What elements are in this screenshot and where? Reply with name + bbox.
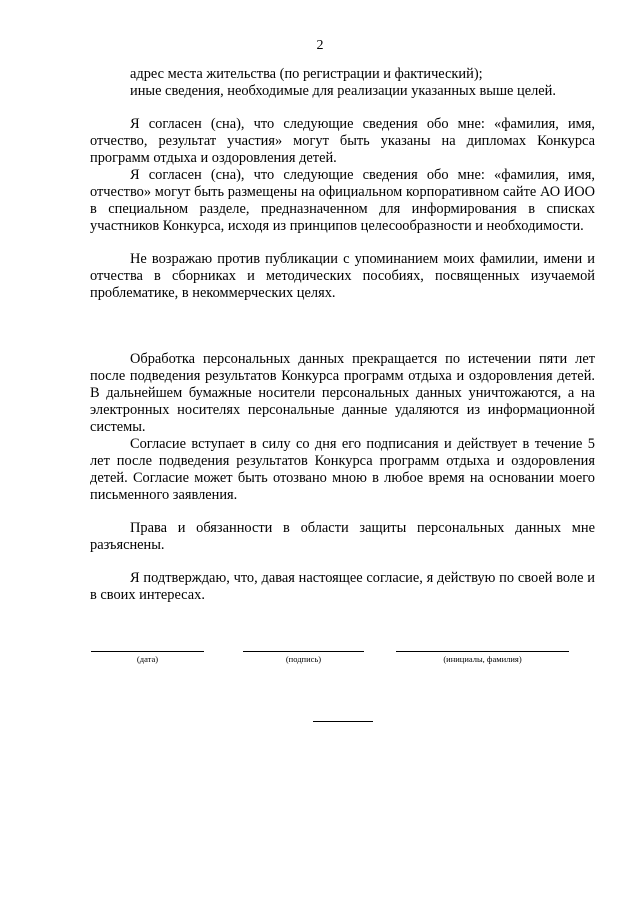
- paragraph-processing-termination: Обработка персональных данных прекращается по истечении пяти лет после подведения результатов Конкурса программ отдыха и оздоровления детей. В дальнейшем бумажные носители персональных данных уничтожаются, а на электронных носителях персональные данные удаляются из информационной системы.: [90, 351, 595, 435]
- paragraph-confirmation: Я подтверждаю, что, давая настоящее согласие, я действую по своей воле и в своих интересах.: [90, 570, 595, 603]
- paragraph-address: адрес места жительства (по регистрации и фактический);: [130, 66, 483, 82]
- date-caption: (дата): [136, 654, 159, 664]
- date-field: [91, 651, 204, 664]
- signature-line: [243, 651, 364, 652]
- date-line: [91, 651, 204, 652]
- signature-caption: (подпись): [285, 654, 322, 664]
- paragraph-diploma-consent: Я согласен (сна), что следующие сведения обо мне: «фамилия, имя, отчество, результат участия» могут быть указаны на дипломах Конкурса программ отдыха и оздоровления детей.: [90, 116, 595, 166]
- end-divider: [313, 721, 373, 722]
- document-body: [90, 66, 595, 604]
- page-number: 2: [316, 38, 324, 53]
- paragraph-rights-explained: Права и обязанности в области защиты персональных данных мне разъяснены.: [90, 520, 595, 553]
- paragraph-website-consent: Я согласен (сна), что следующие сведения обо мне: «фамилия, имя, отчество» могут быть размещены на официальном корпоративном сайте АО ИОО в специальном разделе, предназначенном для информирования в списках участников Конкурса, исходя из принципов целесообразности и необходимости.: [90, 167, 595, 234]
- name-caption: (инициалы, фамилия): [443, 654, 522, 664]
- signature-block: [0, 651, 640, 671]
- paragraph-consent-validity: Согласие вступает в силу со дня его подписания и действует в течение 5 лет после подведения результатов Конкурса программ отдыха и оздоровления детей. Согласие может быть отозвано мною в любое время на основании моего письменного заявления.: [90, 436, 595, 503]
- paragraph-other-info: иные сведения, необходимые для реализации указанных выше целей.: [130, 83, 556, 99]
- signature-field: [243, 651, 364, 664]
- name-line: [396, 651, 569, 652]
- name-field: [396, 651, 569, 664]
- paragraph-publication-consent: Не возражаю против публикации с упоминанием моих фамилии, имени и отчества в сборниках и методических пособиях, посвященных изучаемой проблематике, в некоммерческих целях.: [90, 251, 595, 301]
